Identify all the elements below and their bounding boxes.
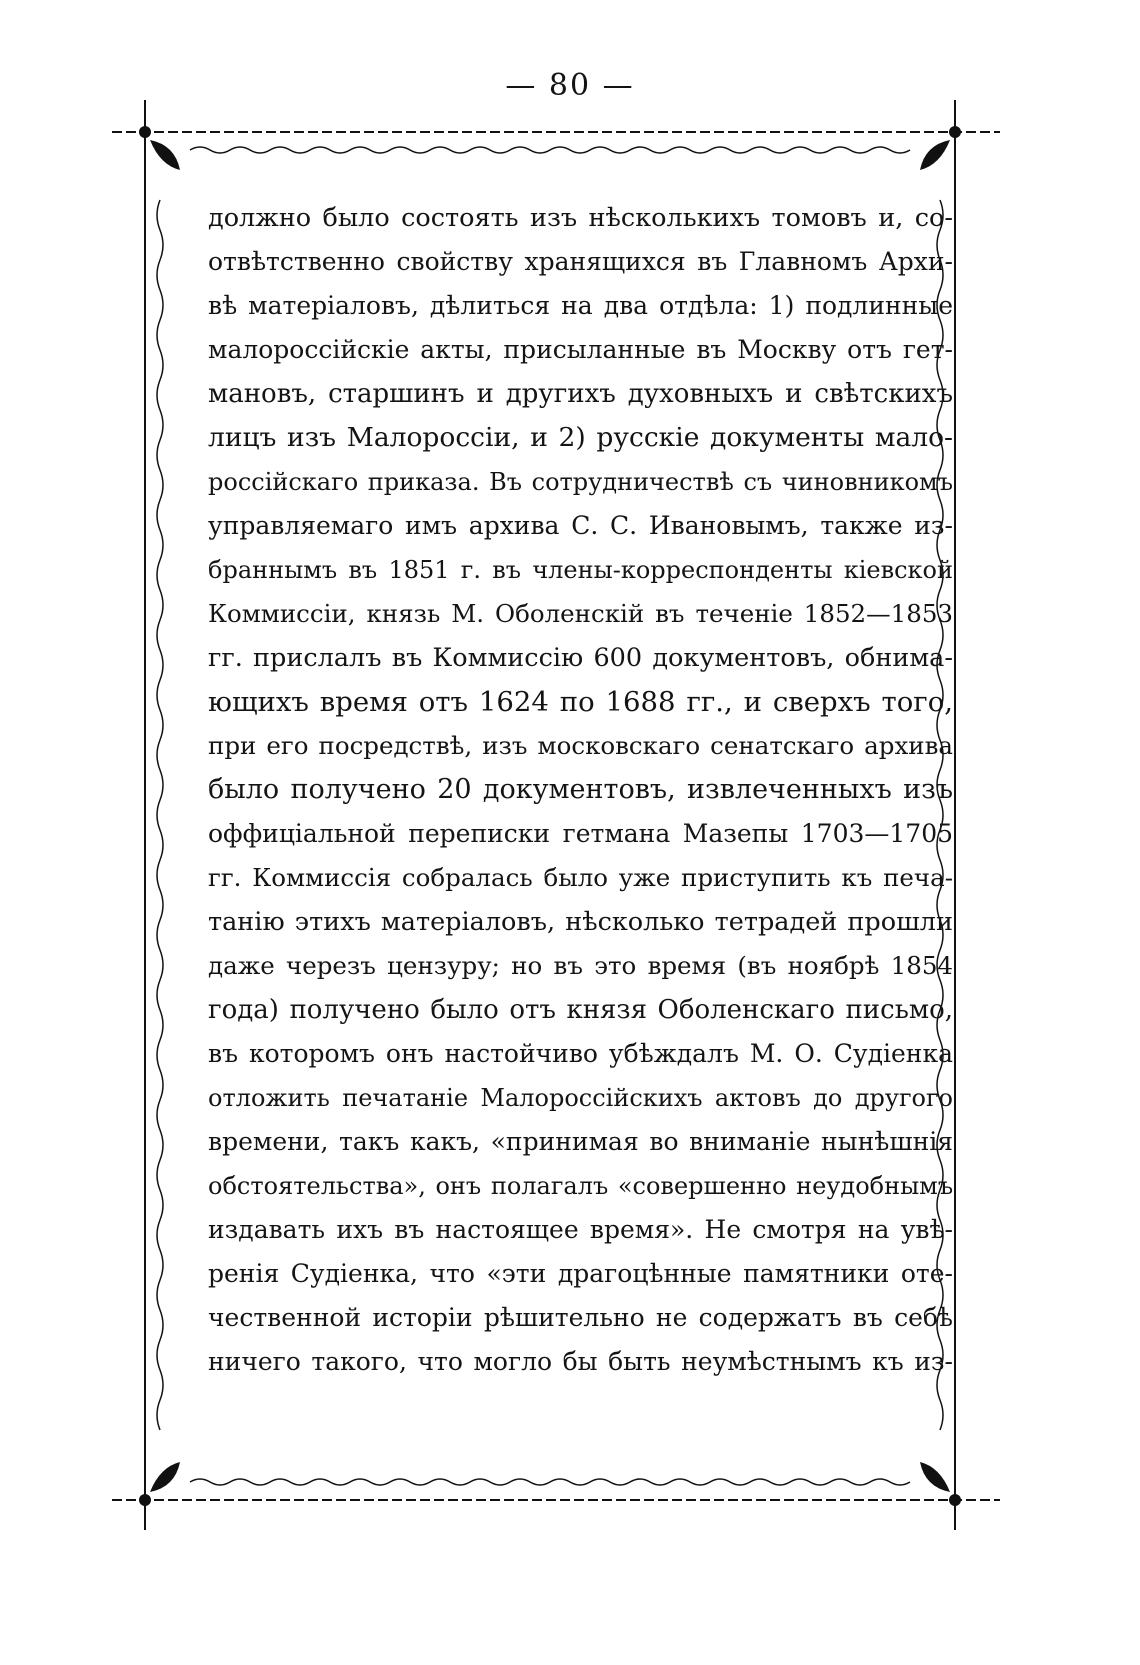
text-line: вѣ матеріаловъ, дѣлиться на два отдѣла: 1) подлинные [208, 291, 953, 320]
text-line: въ которомъ онъ настойчиво убѣждалъ М. О. Судіенка [208, 1039, 953, 1068]
text-line: россійскаго приказа. Въ сотрудничествѣ съ чиновникомъ [208, 468, 953, 496]
text-line: даже черезъ цензуру; но въ это время (въ ноябрѣ 1854 [208, 951, 953, 980]
text-line: браннымъ въ 1851 г. въ члены-корреспонденты кіевской [208, 556, 953, 584]
text-line: гг. прислалъ въ Коммиссію 600 документовъ, обнима- [208, 643, 953, 673]
text-line: года) получено было отъ князя Оболенскаго письмо, [208, 995, 953, 1025]
text-line: при его посредствѣ, изъ московскаго сенатскаго архива [208, 731, 953, 760]
page-number: — 80 — [505, 68, 635, 103]
text-line: Коммиссіи, князь М. Оболенскій въ теченіе 1852—1853 [208, 599, 953, 628]
text-line: времени, такъ какъ, «принимая во вниманіе нынѣшнія [208, 1127, 953, 1156]
text-line: танію этихъ матеріаловъ, нѣсколько тетрадей прошли [208, 907, 953, 937]
text-line: ющихъ время отъ 1624 по 1688 гг., и сверхъ того, [208, 686, 953, 718]
text-line: отвѣтственно свойству хранящихся въ Главномъ Архи- [208, 247, 953, 276]
text-line: обстоятельства», онъ полагалъ «совершенно неудобнымъ [208, 1172, 954, 1200]
text-line: издавать ихъ въ настоящее время». Не смотря на увѣ- [208, 1215, 953, 1244]
text-line: отложить печатаніе Малороссійскихъ актовъ до другого [208, 1084, 953, 1112]
text-line: ничего такого, что могло бы быть неумѣстнымъ къ из- [208, 1347, 953, 1376]
text-line: оффиціальной переписки гетмана Мазепы 1703—1705 [208, 819, 953, 848]
text-line: должно было состоять изъ нѣсколькихъ томовъ и, со- [208, 203, 953, 233]
text-line: гг. Коммиссія собралась было уже приступить къ печа- [208, 863, 953, 892]
text-line: управляемаго имъ архива С. С. Ивановымъ, также из- [208, 511, 953, 540]
text-line: малороссійскіе акты, присыланные въ Москву отъ гет- [208, 335, 953, 364]
text-line: лицъ изъ Малороссіи, и 2) русскіе документы мало- [208, 422, 953, 453]
text-line: мановъ, старшинъ и другихъ духовныхъ и свѣтскихъ [208, 379, 953, 409]
text-line: ренія Судіенка, что «эти драгоцѣнные памятники оте- [208, 1259, 953, 1288]
body-text [208, 196, 953, 1384]
text-line: было получено 20 документовъ, извлеченныхъ изъ [208, 774, 953, 805]
text-line: чественной исторіи рѣшительно не содержатъ въ себѣ [208, 1303, 953, 1332]
